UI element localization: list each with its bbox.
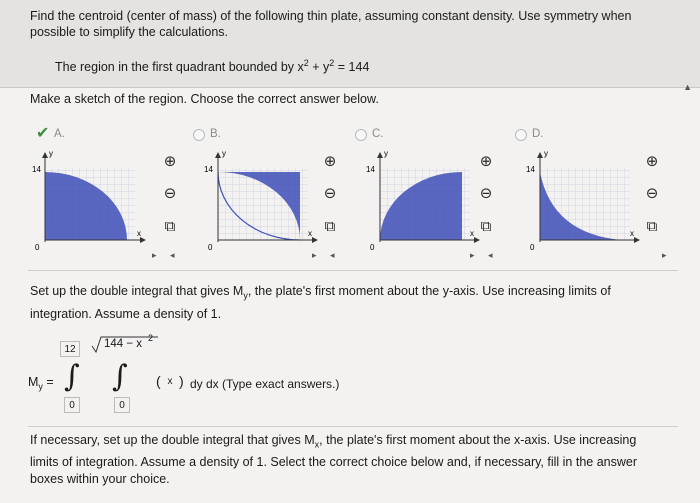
svg-text:x: x [470, 229, 474, 238]
svg-text:0: 0 [370, 243, 375, 252]
y-axis-label: y [49, 149, 53, 158]
zoom-out-icon[interactable]: ⊖ [645, 185, 659, 202]
check-icon: ✔ [36, 125, 50, 142]
divider [28, 270, 678, 271]
svg-text:0: 0 [530, 243, 535, 252]
integrand-field[interactable]: x [167, 376, 173, 387]
outer-integral-sign: ∫ [64, 359, 80, 394]
my-lhs: $M_y$ = [28, 375, 54, 392]
zoom-in-icon[interactable]: ⊕ [479, 153, 493, 170]
zoom-out-icon[interactable]: ⊖ [163, 185, 177, 202]
divider [28, 426, 678, 427]
zoom-in-icon[interactable]: ⊕ [645, 153, 659, 170]
question-line-1: Find the centroid (center of mass) of the following thin plate, assuming constant density. Use symmetry when [30, 9, 632, 23]
popout-icon[interactable]: ⧉ [646, 218, 658, 235]
inner-integral-sign: ∫ [112, 359, 128, 394]
scroll-right-icon[interactable]: ▸ [312, 250, 317, 260]
scroll-right-icon[interactable]: ▸ [152, 250, 157, 260]
tick-14-label: 14 [32, 165, 41, 174]
inner-upper-limit[interactable]: 144 − x 2 [90, 335, 160, 358]
scroll-left-icon[interactable]: ◂ [330, 250, 335, 260]
radio-b[interactable] [193, 129, 205, 141]
option-a[interactable] [30, 122, 190, 262]
svg-text:14: 14 [526, 165, 535, 174]
differential-text: dy dx (Type exact answers.) [190, 377, 340, 391]
popout-icon[interactable]: ⧉ [324, 218, 336, 235]
svg-text:y: y [544, 149, 548, 158]
region-description: The region in the first quadrant bounded by $x^2 + y^2 = 144$ [55, 58, 370, 75]
outer-upper-limit[interactable]: 12 [60, 341, 80, 357]
option-c-label: C. [372, 128, 384, 140]
popout-icon[interactable]: ⧉ [480, 218, 492, 235]
svg-text:0: 0 [208, 243, 213, 252]
mx-prompt: If necessary, set up the double integral that gives $M_x$, the plate's first moment about the x-axis. Use increasing limits of integration. Assume a density of 1. Select the correct choice below and, if necessary, fill in the answer boxes within your choice. [30, 433, 638, 486]
question-text [30, 8, 680, 40]
option-a-label: A. [54, 128, 65, 140]
option-b-label: B. [210, 128, 221, 140]
svg-text:14: 14 [366, 165, 375, 174]
svg-text:y: y [222, 149, 226, 158]
my-integral: $M_y$ = 12 ∫ 0 144 − x 2 ∫ 0 ( x ) dy dx (Type exact answers.) [28, 333, 340, 411]
option-b[interactable] [190, 122, 350, 262]
question-line-2: possible to simplify the calculations. [30, 25, 229, 39]
option-c[interactable] [352, 122, 512, 262]
origin-label: 0 [35, 243, 40, 252]
scroll-left-icon[interactable]: ◂ [488, 250, 493, 260]
scroll-right-icon[interactable]: ▸ [470, 250, 475, 260]
outer-lower-limit[interactable]: 0 [64, 397, 80, 413]
x-axis-label: x [137, 229, 141, 238]
my-prompt: Set up the double integral that gives $M_y$, the plate's first moment about the y-axis. Use increasing limits of integration. Assume a density of 1. [30, 284, 611, 321]
radio-d[interactable] [515, 129, 527, 141]
zoom-out-icon[interactable]: ⊖ [323, 185, 337, 202]
sketch-prompt: Make a sketch of the region. Choose the correct answer below. [30, 92, 379, 106]
option-d-label: D. [532, 128, 544, 140]
radio-c[interactable] [355, 129, 367, 141]
popout-icon[interactable]: ⧉ [164, 218, 176, 235]
svg-text:x: x [308, 229, 312, 238]
zoom-in-icon[interactable]: ⊕ [323, 153, 337, 170]
scroll-left-icon[interactable]: ◂ [170, 250, 175, 260]
question-header [0, 0, 700, 88]
svg-text:y: y [384, 149, 388, 158]
inner-lower-limit[interactable]: 0 [114, 397, 130, 413]
svg-text:14: 14 [204, 165, 213, 174]
zoom-out-icon[interactable]: ⊖ [479, 185, 493, 202]
scroll-right-icon[interactable]: ▸ [662, 250, 667, 260]
option-d[interactable] [512, 122, 672, 262]
zoom-in-icon[interactable]: ⊕ [163, 153, 177, 170]
svg-text:x: x [630, 229, 634, 238]
collapse-arrow-icon[interactable]: ▲ [683, 82, 692, 92]
